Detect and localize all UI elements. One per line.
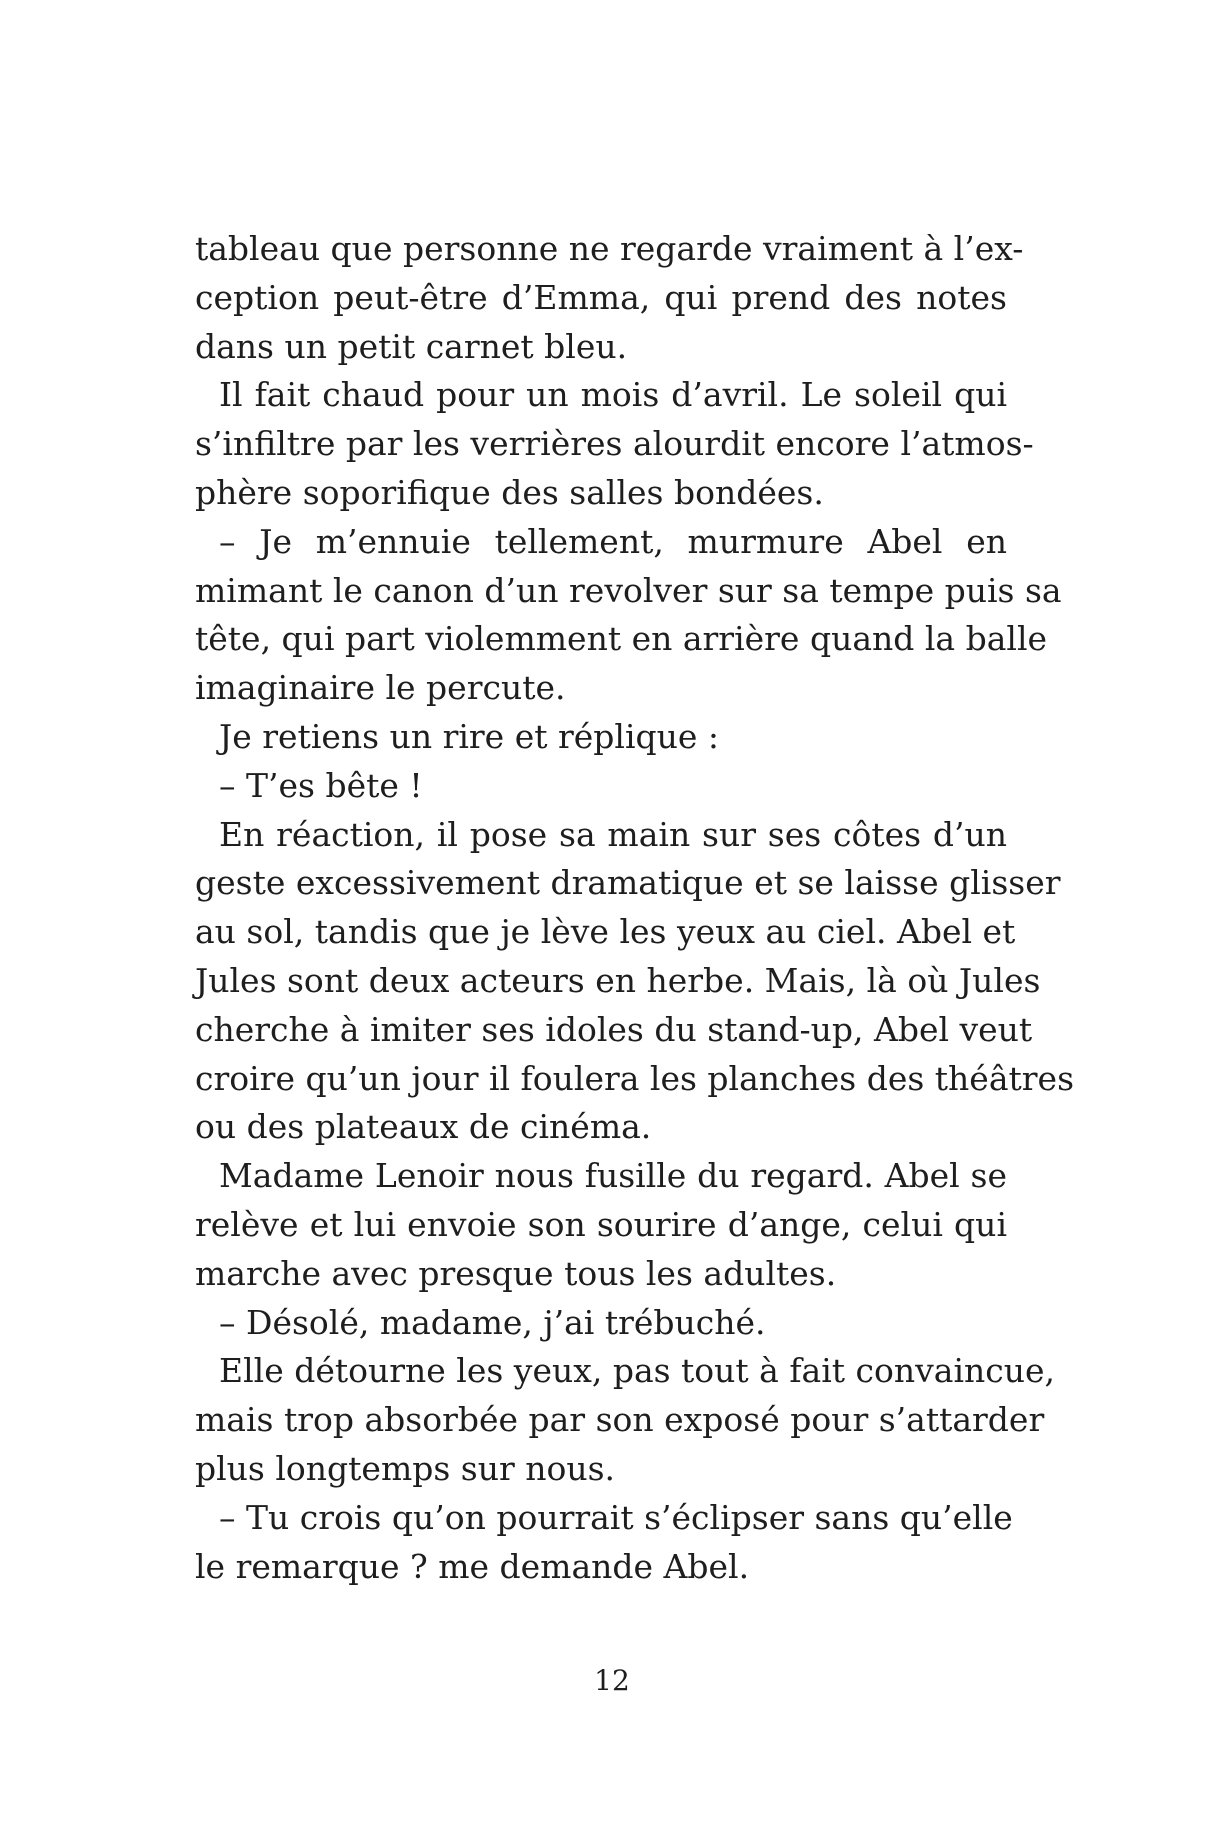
text-line: marche avec presque tous les adultes. [195, 1253, 837, 1293]
text-line: s’infiltre par les verrières alourdit encore l’atmos- [195, 424, 1034, 464]
text-line: au sol, tandis que je lève les yeux au ciel. Abel et [195, 912, 1016, 952]
text-line: plus longtemps sur nous. [195, 1448, 616, 1488]
text-line: Jules sont deux acteurs en herbe. Mais, là où Jules [195, 960, 1041, 1000]
text-line: imaginaire le percute. [195, 668, 566, 708]
text-line: Elle détourne les yeux, pas tout à fait convaincue, [219, 1351, 1056, 1391]
text-line: – Tu crois qu’on pourrait s’éclipser sans qu’elle [219, 1497, 1013, 1537]
text-line: relève et lui envoie son sourire d’ange, celui qui [195, 1204, 1007, 1244]
paragraph [195, 1152, 1007, 1298]
text-line: cherche à imiter ses idoles du stand-up, Abel veut [195, 1009, 1033, 1049]
paragraph [195, 518, 1062, 713]
paragraph [195, 1299, 1007, 1348]
text-line: Il fait chaud pour un mois d’avril. Le soleil qui [219, 375, 1007, 415]
paragraph [195, 713, 1007, 762]
paragraph [195, 811, 1075, 1153]
body-text [195, 225, 1075, 1591]
text-line: Je retiens un rire et réplique : [219, 716, 720, 756]
text-line: dans un petit carnet bleu. [195, 326, 628, 366]
paragraph [195, 762, 1007, 811]
text-line: mais trop absorbée par son exposé pour s’attarder [195, 1400, 1045, 1440]
paragraph [195, 225, 1024, 371]
paragraph [195, 1347, 1056, 1493]
text-line: Madame Lenoir nous fusille du regard. Abel se [219, 1156, 1007, 1196]
text-line: mimant le canon d’un revolver sur sa tempe puis sa [195, 570, 1062, 610]
text-line: tableau que personne ne regarde vraiment à l’ex- [195, 229, 1024, 268]
text-line: – Désolé, madame, j’ai trébuché. [219, 1302, 766, 1342]
text-line: le remarque ? me demande Abel. [195, 1546, 750, 1586]
text-line: En réaction, il pose sa main sur ses côtes d’un [219, 814, 1007, 854]
paragraph [195, 371, 1034, 517]
text-line: geste excessivement dramatique et se laisse glisser [195, 863, 1061, 903]
text-line: – T’es bête ! [219, 765, 423, 805]
text-line: croire qu’un jour il foulera les planches des théâtres [195, 1058, 1075, 1098]
text-line: phère soporifique des salles bondées. [195, 472, 824, 512]
page-number: 12 [594, 1664, 630, 1697]
text-line: ception peut-être d’Emma, qui prend des notes [195, 277, 1007, 317]
paragraph [195, 1494, 1013, 1592]
text-line: tête, qui part violemment en arrière quand la balle [195, 619, 1048, 659]
text-line: ou des plateaux de cinéma. [195, 1107, 652, 1147]
text-line: – Je m’ennuie tellement, murmure Abel en [219, 521, 1007, 561]
